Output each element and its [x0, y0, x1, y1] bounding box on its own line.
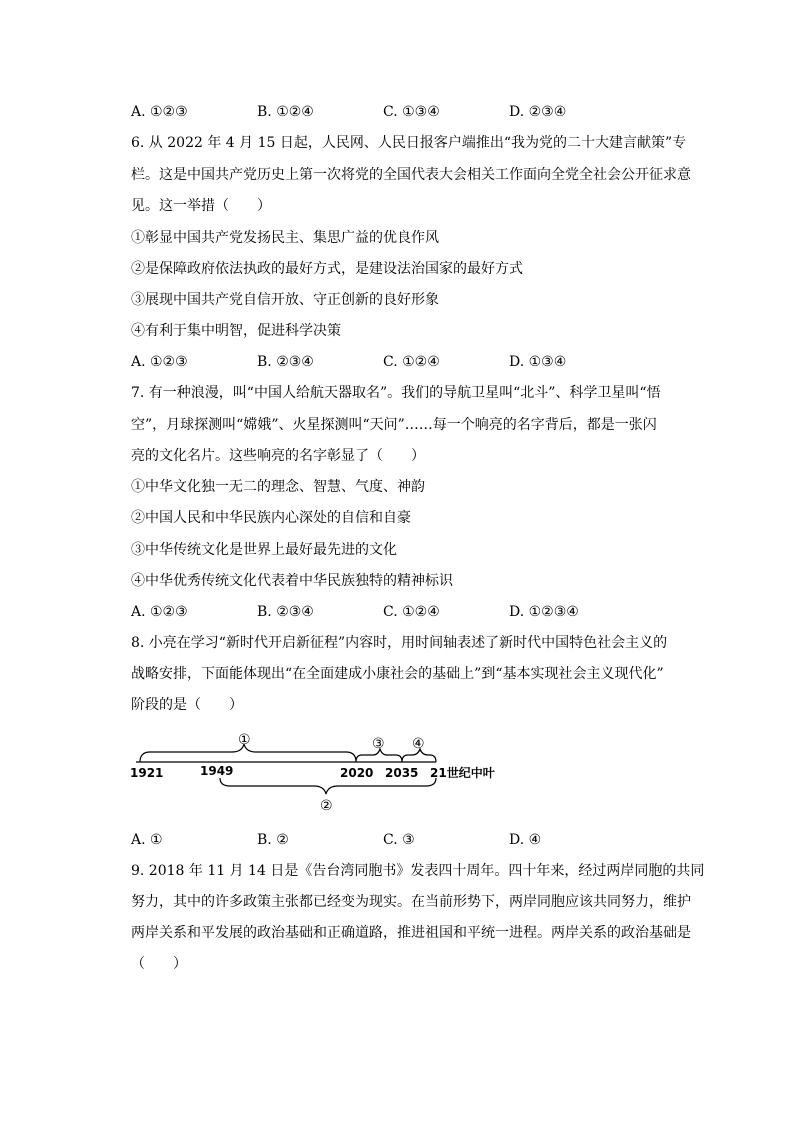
q7-stem-line: 7. 有一种浪漫，叫“中国人给航天器取名”。我们的导航卫星叫“北斗”、科学卫星叫“悟	[131, 385, 661, 401]
year-mid-21st-century: 21世纪中叶	[430, 766, 495, 780]
q9-stem-line: 两岸关系和平发展的政治基础和正确道路，推进祖国和平统一进程。两岸关系的政治基础是	[131, 925, 691, 941]
q7-option-a[interactable]: A. ①②③	[131, 604, 188, 620]
q8-option-a[interactable]: A. ①	[131, 832, 163, 848]
timeline-figure	[128, 728, 528, 816]
q6-stem-line: 栏。这是中国共产党历史上第一次将党的全国代表大会相关工作面向全党全社会公开征求意	[131, 167, 691, 183]
q6-statement: ①彰显中国共产党发扬民主、集思广益的优良作风	[131, 230, 439, 246]
q6-option-c[interactable]: C. ①②④	[383, 354, 440, 370]
q9-stem-line: （ ）	[131, 956, 187, 972]
q7-statement: ③中华传统文化是世界上最好最先进的文化	[131, 542, 397, 558]
q5-option-b[interactable]: B. ①②④	[257, 104, 314, 120]
q7-statement: ①中华文化独一无二的理念、智慧、气度、神韵	[131, 479, 425, 495]
q7-option-d[interactable]: D. ①②③④	[509, 604, 579, 620]
q6-option-a[interactable]: A. ①②③	[131, 354, 188, 370]
bracket-label-1: ①	[238, 732, 251, 748]
q5-option-a[interactable]: A. ①②③	[131, 104, 188, 120]
year-1921: 1921	[130, 766, 164, 780]
q6-statement: ④有利于集中明智，促进科学决策	[131, 323, 341, 339]
q6-stem-line: 6. 从 2022 年 4 月 15 日起，人民网、人民日报客户端推出“我为党的二十大建言献策”专	[131, 135, 687, 151]
q8-option-d[interactable]: D. ④	[509, 832, 542, 848]
bracket-2	[220, 778, 436, 794]
q6-option-b[interactable]: B. ②③④	[257, 354, 314, 370]
q6-stem-line: 见。这一举措（ ）	[131, 198, 271, 214]
q7-options	[131, 602, 691, 622]
q5-options	[131, 102, 691, 122]
bracket-label-2: ②	[320, 798, 333, 814]
q8-option-b[interactable]: B. ②	[257, 832, 289, 848]
bracket-label-4: ④	[412, 736, 425, 752]
q7-option-c[interactable]: C. ①②④	[383, 604, 440, 620]
q8-option-c[interactable]: C. ③	[383, 832, 415, 848]
q6-statement: ③展现中国共产党自信开放、守正创新的良好形象	[131, 292, 439, 308]
bracket-label-3: ③	[372, 736, 385, 752]
q7-stem-line: 亮的文化名片。这些响亮的名字彰显了（ ）	[131, 448, 425, 464]
year-2020: 2020	[340, 766, 374, 780]
q7-statement: ④中华优秀传统文化代表着中华民族独特的精神标识	[131, 573, 453, 589]
q7-option-b[interactable]: B. ②③④	[257, 604, 314, 620]
q8-stem-line: 战略安排，下面能体现出“在全面建成小康社会的基础上”到“基本实现社会主义现代化”	[131, 666, 664, 682]
q7-statement: ②中国人民和中华民族内心深处的自信和自豪	[131, 510, 411, 526]
q8-options	[131, 830, 691, 850]
q9-stem-line: 9. 2018 年 11 月 14 日是《告台湾同胞书》发表四十周年。四十年来，经过两岸同胞的共同	[131, 863, 705, 879]
q5-option-d[interactable]: D. ②③④	[509, 104, 567, 120]
q7-stem-line: 空”，月球探测叫“嫦娥”、火星探测叫“天问”……每一个响亮的名字背后，都是一张闪	[131, 417, 657, 433]
q5-option-c[interactable]: C. ①③④	[383, 104, 440, 120]
q8-stem-line: 阶段的是（ ）	[131, 697, 243, 713]
year-2035: 2035	[385, 766, 419, 780]
q6-statement: ②是保障政府依法执政的最好方式，是建设法治国家的最好方式	[131, 261, 523, 277]
q9-stem-line: 努力，其中的许多政策主张都已经变为现实。在当前形势下，两岸同胞应该共同努力，维护	[131, 894, 691, 910]
q6-option-d[interactable]: D. ①③④	[509, 354, 567, 370]
q8-stem-line: 8. 小亮在学习“新时代开启新征程”内容时，用时间轴表述了新时代中国特色社会主义的	[131, 635, 668, 651]
q6-options	[131, 352, 691, 372]
year-1949: 1949	[200, 764, 234, 778]
